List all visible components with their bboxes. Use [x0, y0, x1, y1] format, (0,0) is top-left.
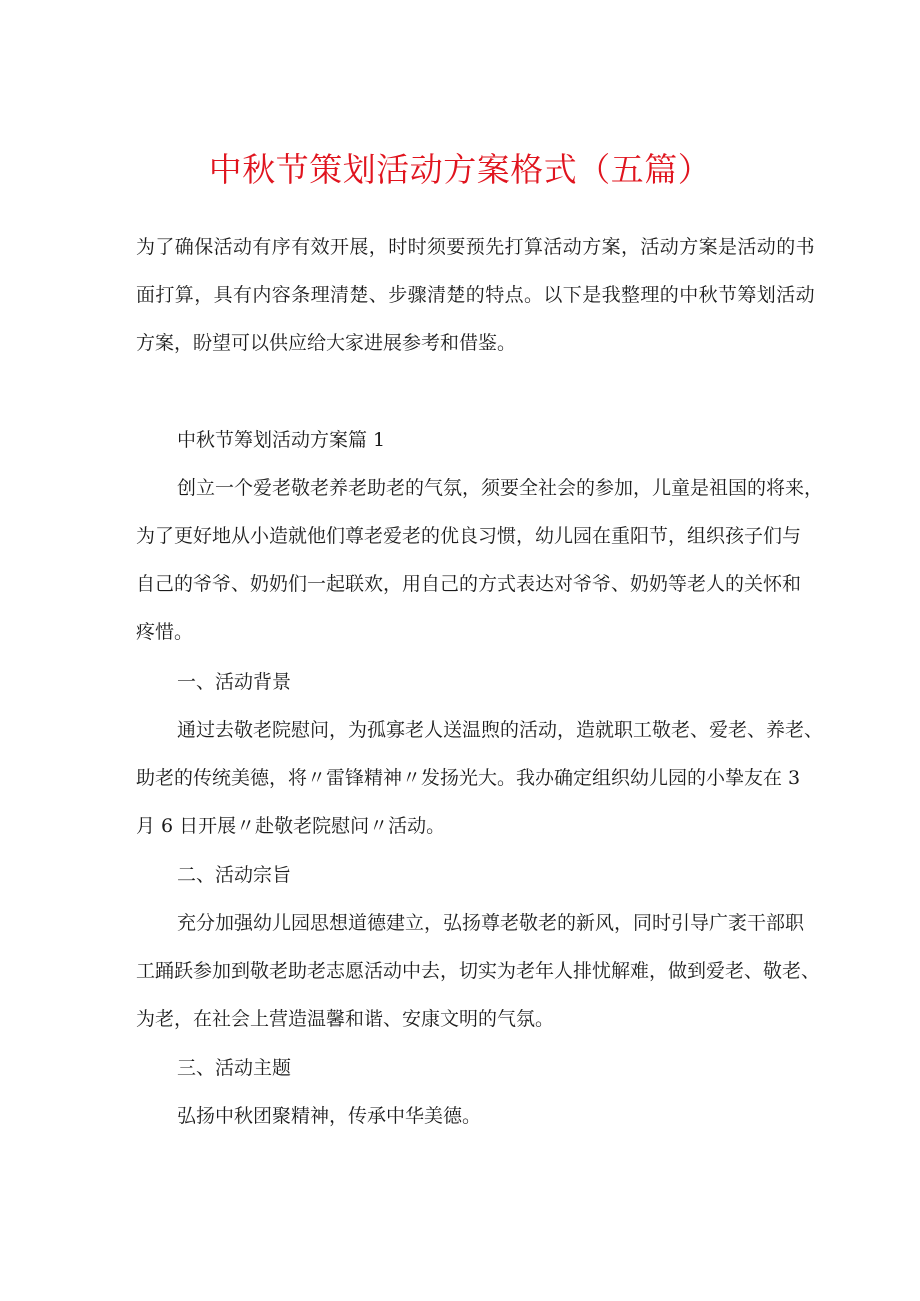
p2-line-1: 通过去敬老院慰问，为孤寡老人送温煦的活动，造就职工敬老、爱老、养老、 [177, 719, 824, 741]
intro-line-3: 方案，盼望可以供应给大家进展参考和借鉴。 [136, 332, 517, 354]
p3-line-1: 充分加强幼儿园思想道德建立，弘扬尊老敬老的新风，同时引导广袤干部职 [177, 912, 805, 934]
p2-line-3: 月 6 日开展〃赴敬老院慰问〃活动。 [136, 815, 446, 837]
paragraph-4 [136, 1092, 796, 1140]
p4-line-1: 弘扬中秋团聚精神，传承中华美德。 [177, 1105, 482, 1127]
p3-line-3: 为老，在社会上营造温馨和谐、安康文明的气氛。 [136, 1008, 555, 1030]
paragraph-1 [136, 464, 824, 656]
p1-line-1: 创立一个爱老敬老养老助老的气氛，须要全社会的参加，儿童是祖国的将来， [177, 477, 824, 499]
p1-line-2: 为了更好地从小造就他们尊老爱老的优良习惯，幼儿园在重阳节，组织孩子们与 [136, 525, 802, 547]
heading-theme: 三、活动主题 [177, 1057, 292, 1079]
p2-line-2: 助老的传统美德，将〃雷锋精神〃发扬光大。我办确定组织幼儿园的小挚友在 3 [136, 767, 801, 789]
p1-line-3: 自己的爷爷、奶奶们一起联欢，用自己的方式表达对爷爷、奶奶等老人的关怀和 [136, 573, 802, 595]
intro-line-2: 面打算，具有内容条理清楚、步骤清楚的特点。以下是我整理的中秋节筹划活动 [136, 284, 816, 306]
intro-paragraph [136, 223, 816, 367]
p1-line-4: 疼惜。 [136, 621, 194, 643]
paragraph-2 [136, 706, 824, 850]
intro-line-1: 为了确保活动有序有效开展，时时须要预先打算活动方案，活动方案是活动的书 [136, 236, 816, 258]
heading-background: 一、活动背景 [177, 671, 292, 693]
document-title: 中秋节策划活动方案格式（五篇） [208, 150, 712, 189]
heading-purpose: 二、活动宗旨 [177, 864, 292, 886]
p3-line-2: 工踊跃参加到敬老助老志愿活动中去，切实为老年人排忧解难，做到爱老、敬老、 [136, 960, 821, 982]
section-title: 中秋节筹划活动方案篇 1 [177, 429, 386, 451]
paragraph-3 [136, 899, 821, 1043]
